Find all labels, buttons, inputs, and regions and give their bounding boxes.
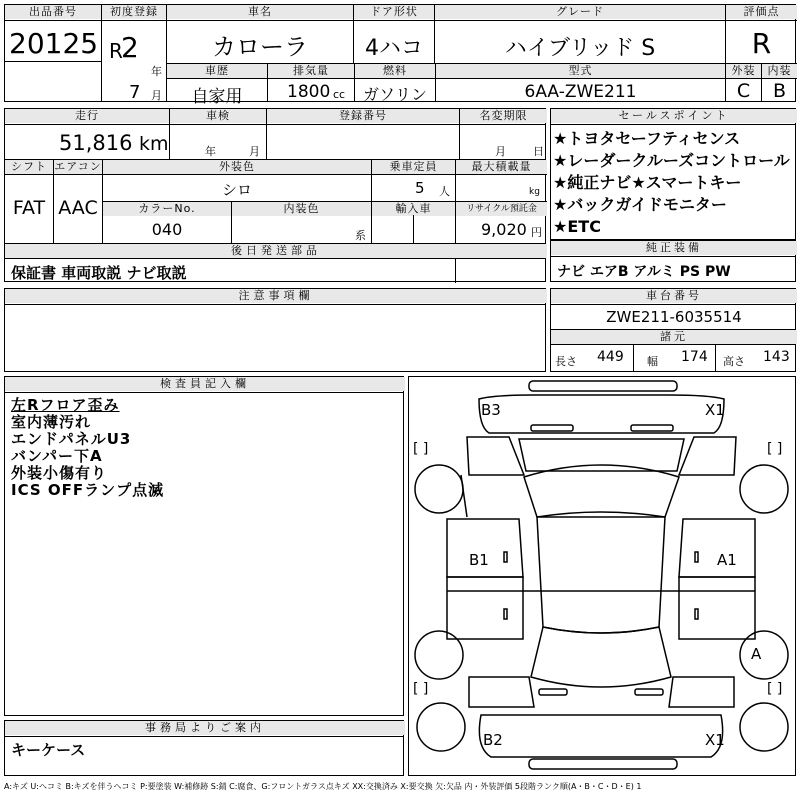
office-note: キーケース [11,741,86,759]
parts-label: 後日発送部品 [5,244,547,258]
capacity: 5 [415,179,425,197]
first-reg-label: 初度登録 [102,5,166,19]
recycle-unit: 円 [531,226,542,239]
car-outline [409,377,794,774]
inspector-panel [4,376,404,716]
ac: AAC [58,197,98,219]
color-label: 外装色 [103,160,371,174]
insp-month-unit: 月 [249,145,260,158]
equipment-panel [550,240,796,282]
int-grade: B [772,80,787,102]
bracket-left-rear: [ ] [413,681,429,697]
shift-label: シフト [5,160,53,174]
mark-b1: B1 [469,551,489,569]
ext-grade: C [736,80,751,102]
era: R [109,39,123,63]
capacity-unit: 人 [439,185,450,198]
inspector-note: ICS OFFランプ点滅 [11,481,165,499]
shift: FAT [12,197,46,219]
parts: 保証書 車両取説 ナビ取説 [11,264,187,282]
insp-year-unit: 年 [205,145,216,158]
km-unit: km [139,133,169,155]
sales-point: ★ETC [553,217,601,236]
mileage-label: 走行 [5,109,169,123]
sales-label: セールスポイント [551,109,797,123]
month-unit: 月 [151,89,162,102]
mark-x1-bottom: X1 [705,731,725,749]
mark-b2: B2 [483,731,503,749]
equipment-label: 純正装備 [551,241,797,255]
office-label: 事務局よりご案内 [5,721,405,735]
lot-number: 20125 [9,27,99,60]
reg-year: 2 [121,31,139,64]
int-color-unit: 系 [355,229,366,242]
model-label: 型式 [436,64,725,78]
displacement: 1800 [287,82,331,102]
mark-x1-top: X1 [705,401,725,419]
inspector-note: バンパー下A [11,447,103,465]
inspector-label: 検査員記入欄 [5,377,405,391]
overall-score: R [751,27,772,60]
mark-b3: B3 [481,401,501,419]
score-label: 評価点 [726,5,797,19]
color-no: 040 [151,220,183,239]
equipment: ナビ エアB アルミ PS PW [557,264,731,280]
length-label: 長さ [555,355,577,368]
mark-a: A [751,645,762,663]
history-label: 車歴 [167,64,267,78]
sales-point: ★バックガイドモニター [553,195,727,214]
displacement-label: 排気量 [268,64,354,78]
int-label: 内装 [762,64,797,78]
legend: A:キズ U:ヘコミ B:キズを伴うヘコミ P:要塗装 W:補修跡 S:錆 C:腐食、G:フロントガラス点キズ XX:交換済み X:要交換 欠:欠品 内・外装評価 5段階ランク順(A・B・C・D・E) 1 [4,782,642,791]
load-unit: kg [529,187,540,197]
year-unit: 年 [151,65,162,78]
damage-diagram [408,376,796,776]
sales-point: ★トヨタセーフティセンス [553,129,741,148]
ac-label: エアコン [54,160,102,173]
dims-label: 諸元 [551,330,797,344]
sales-point: ★純正ナビ★スマートキー [553,173,742,192]
length: 449 [597,349,624,365]
color-no-label: カラーNo. [103,202,231,216]
plate-label: 登録番号 [267,109,459,123]
name-change-label: 名変期限 [460,109,547,123]
chassis-number: ZWE211-6035514 [606,308,742,326]
grade: ハイブリッド S [504,36,656,61]
office-panel [4,720,404,776]
notes-panel [4,288,546,372]
door-label: ドア形状 [354,5,434,19]
inspector-note: 左Rフロア歪み [11,396,120,414]
recycle-label: リサイクル預託金 [456,202,547,216]
grade-label: グレード [435,5,725,19]
nc-month-unit: 月 [495,145,506,158]
fuel-label: 燃料 [355,64,435,78]
inspector-note: 外装小傷有り [11,464,108,482]
import-label: 輸入車 [372,202,455,216]
chassis-label: 車台番号 [551,289,797,303]
capacity-label: 乗車定員 [372,160,455,174]
mileage: 51,816 [59,131,133,155]
reg-month: 7 [129,82,141,103]
load-label: 最大積載量 [456,160,547,174]
height-label: 高さ [723,355,745,368]
inspector-note: 室内薄汚れ [11,413,92,431]
bracket-right-front: [ ] [767,441,783,457]
notes-label: 注意事項欄 [5,289,547,303]
inspection-label: 車検 [170,109,266,123]
cc-unit: cc [333,88,346,101]
sales-point: ★レーダークルーズコントロール [553,151,790,170]
model-code: 6AA-ZWE211 [524,82,637,102]
lot-label: 出品番号 [5,5,101,19]
vehicle-info-panel [4,108,546,282]
nc-day-unit: 日 [533,145,544,158]
bracket-right-rear: [ ] [767,681,783,697]
width-label: 幅 [647,355,658,368]
name-label: 車名 [167,5,353,19]
recycle-amount: 9,020 [481,220,527,239]
header-panel [4,4,796,107]
width: 174 [681,349,708,365]
color: シロ [221,181,252,199]
inspector-note: エンドパネルU3 [11,430,132,448]
car-name: カローラ [212,33,308,61]
height: 143 [763,349,790,365]
chassis-panel [550,288,796,372]
sales-points-panel [550,108,796,240]
ext-label: 外装 [726,64,761,78]
history: 自家用 [191,87,243,107]
fuel: ガソリン [362,85,427,104]
bracket-left-front: [ ] [413,441,429,457]
door-type: 4ハコ [365,36,423,61]
mark-a1: A1 [717,551,737,569]
int-color-label: 内装色 [232,202,371,216]
